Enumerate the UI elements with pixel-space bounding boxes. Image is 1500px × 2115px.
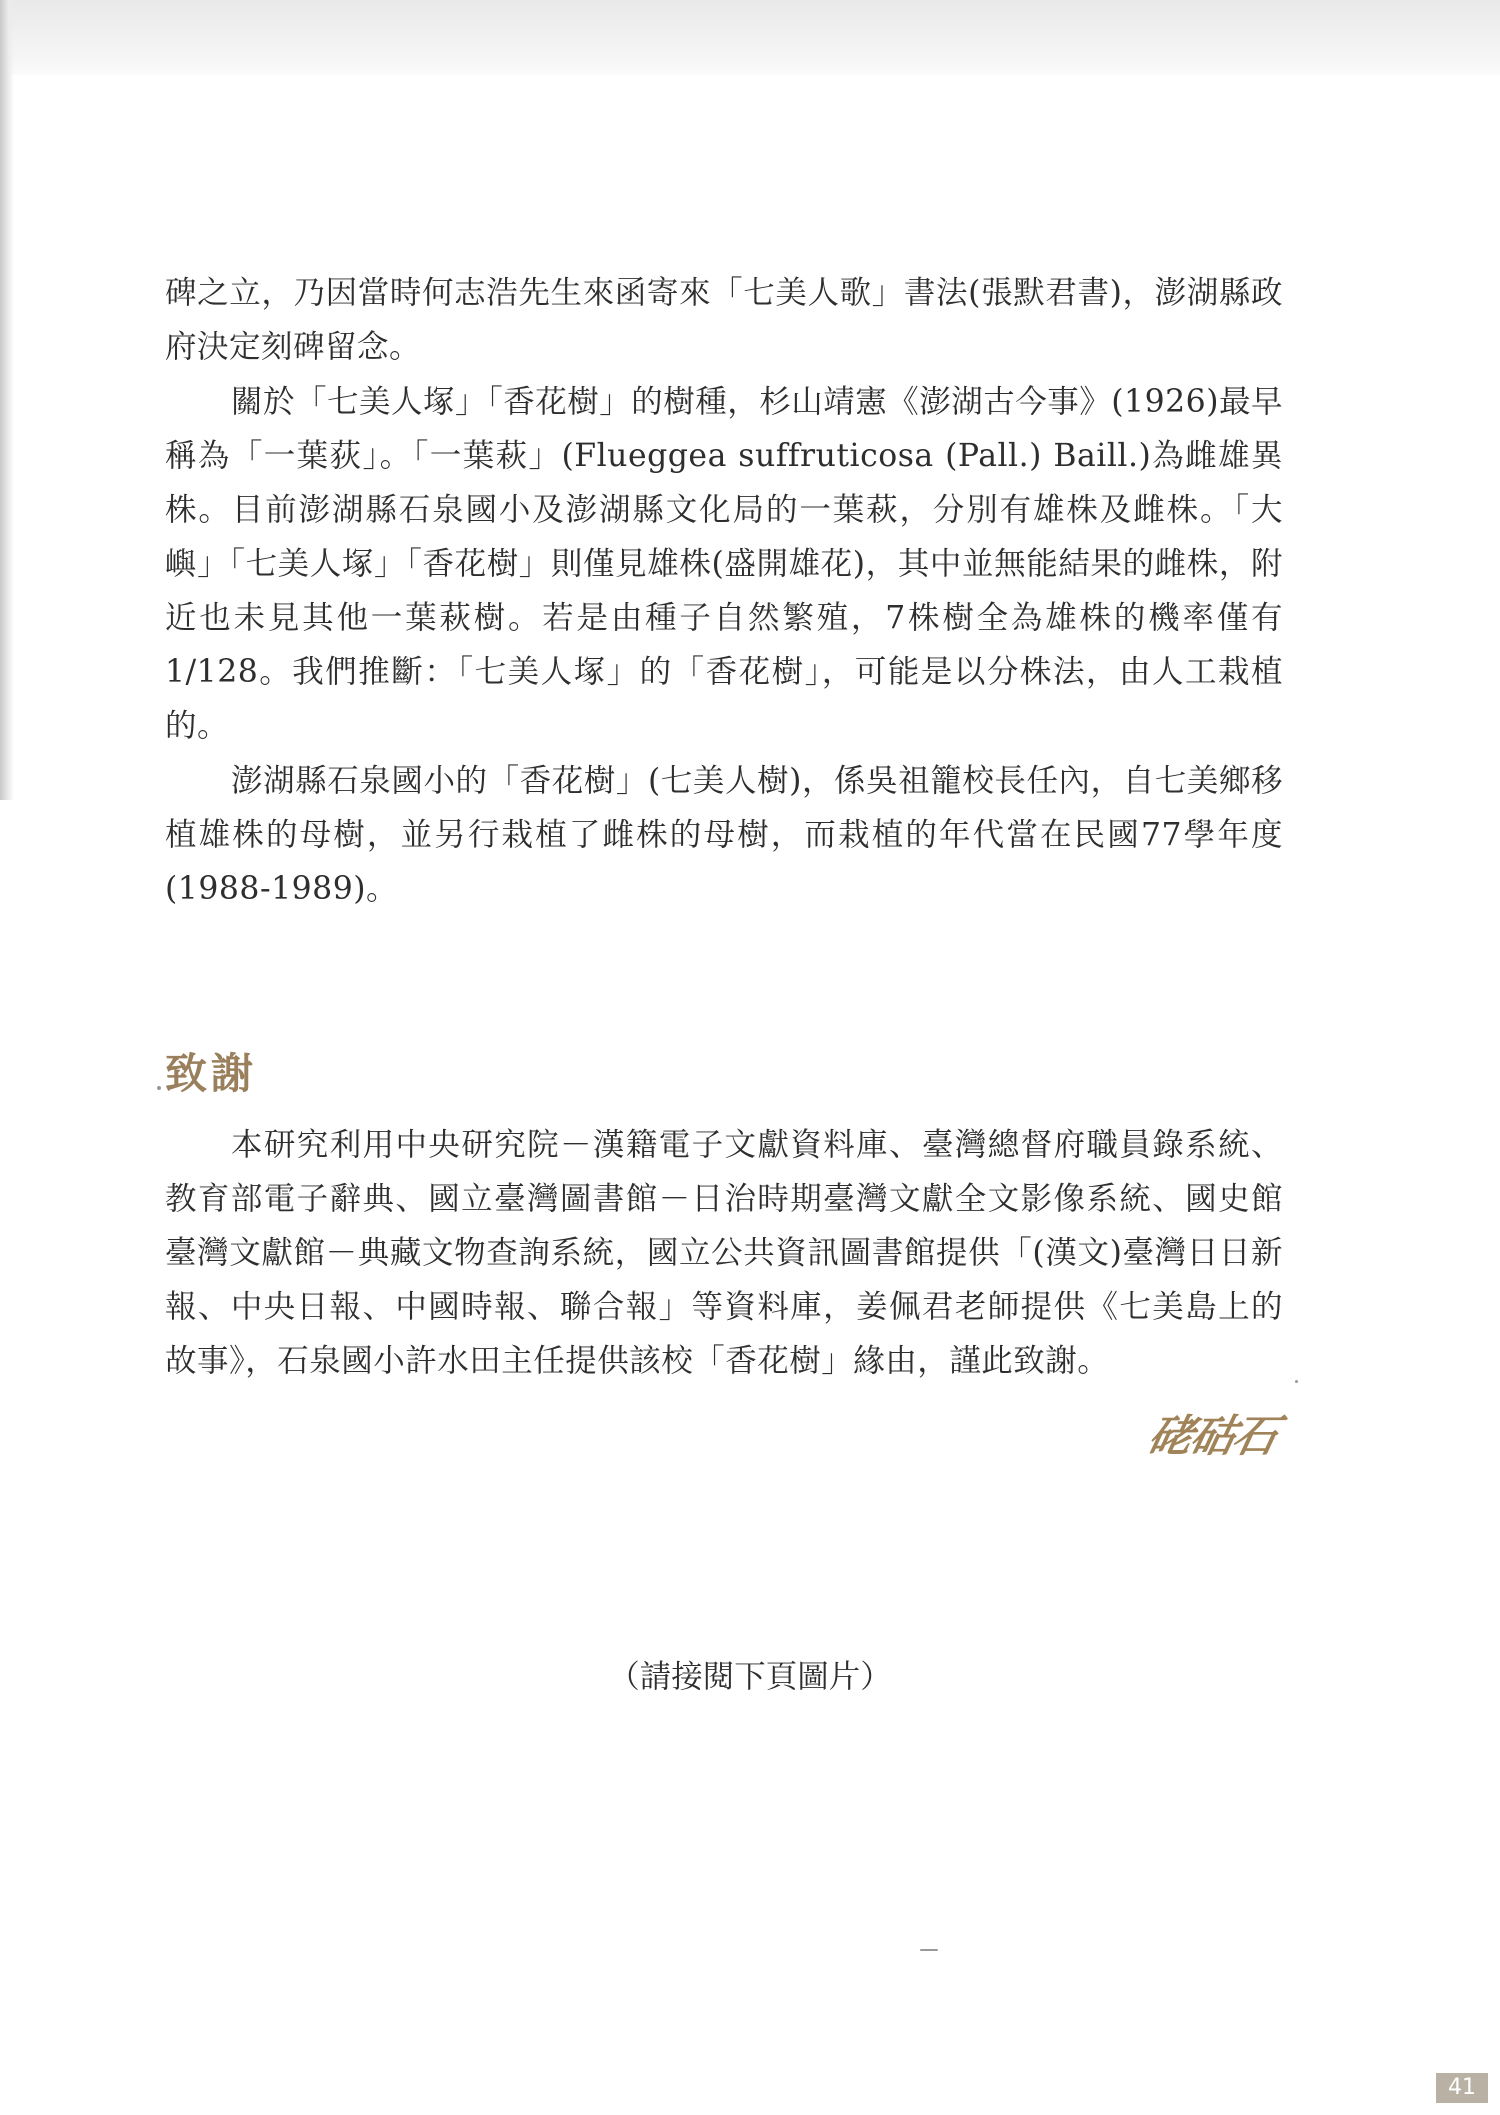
- scan-speck: [1295, 1380, 1298, 1383]
- scan-speck: [920, 1949, 938, 1951]
- scan-left-edge: [0, 0, 14, 800]
- page-number-badge: 41: [1436, 2073, 1488, 2103]
- paragraph-school-tree: 澎湖縣石泉國小的「香花樹」(七美人樹)，係吳祖籠校長任內，自七美鄉移植雄株的母樹，並另行栽植了雌株的母樹，而栽植的年代當在民國77學年度(1988-1989)。: [165, 763, 1283, 907]
- article-body: [165, 266, 1283, 1388]
- scan-top-shadow: [0, 0, 1500, 75]
- scan-speck: [157, 1086, 161, 1090]
- paragraph-stele: 碑之立，乃因當時何志浩先生來函寄來「七美人歌」書法(張默君書)，澎湖縣政府決定刻碑留念。: [165, 275, 1283, 365]
- acknowledgement-text: 本研究利用中央研究院－漢籍電子文獻資料庫、臺灣總督府職員錄系統、教育部電子辭典、國立臺灣圖書館－日治時期臺灣文獻全文影像系統、國史館臺灣文獻館－典藏文物查詢系統，國立公共資訊圖書館提供「(漢文)臺灣日日新報、中央日報、中國時報、聯合報」等資料庫，姜佩君老師提供《七美島上的故事》，石泉國小許水田主任提供該校「香花樹」緣由，謹此致謝。: [165, 1127, 1283, 1379]
- acknowledgement-heading: 致謝: [165, 1049, 258, 1098]
- paragraph-tree-species: 關於「七美人塚」「香花樹」的樹種，杉山靖憲《澎湖古今事》(1926)最早稱為「一葉荻」。「一葉萩」(Flueggea suffruticosa (Pall.) Baill.)為雌雄異株。目前澎湖縣石泉國小及澎湖縣文化局的一葉萩，分別有雄株及雌株。「大嶼」「七美人塚」「香花樹」則僅見雄株(盛開雄花)，其中並無能結果的雌株，附近也未見其他一葉萩樹。若是由種子自然繁殖，7株樹全為雄株的機率僅有1/128。我們推斷：「七美人塚」的「香花樹」，可能是以分株法，由人工栽植的。: [165, 384, 1283, 744]
- continue-note: （請接閱下頁圖片）: [608, 1659, 892, 1695]
- author-signature: 硓𥑮石: [1143, 1411, 1281, 1462]
